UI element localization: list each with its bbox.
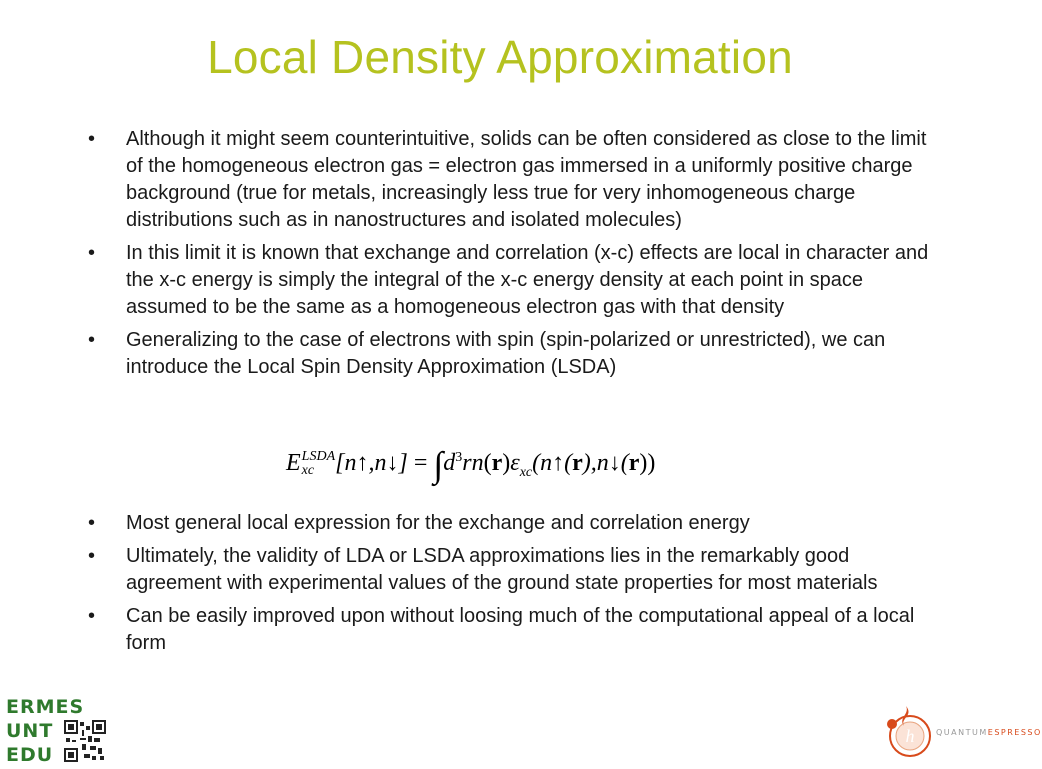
bullet-item	[88, 510, 948, 537]
qe-text-accent: ESPRESSO	[987, 728, 1042, 737]
bullet-text: Most general local expression for the exchange and correlation energy	[126, 512, 750, 534]
bullet-list-top	[88, 126, 948, 387]
bullet-dot: •	[88, 605, 96, 627]
bullet-dot: •	[88, 329, 96, 351]
formula-rhs-close: ))	[639, 450, 656, 476]
formula-r: r	[572, 450, 583, 476]
bullet-text: Ultimately, the validity of LDA or LSDA approximations lies in the remarkably good agreement with experimental values of the ground state properties for most materials	[126, 545, 878, 594]
bullet-dot: •	[88, 512, 96, 534]
bullet-text: In this limit it is known that exchange and correlation (x-c) effects are local in character and the x-c energy is simply the integral of the x-c energy density at each point in space assumed to be the same as a homogeneous electron gas with that density	[126, 242, 929, 318]
bullet-text: Generalizing to the case of electrons with spin (spin-polarized or unrestricted), we can introduce the Local Spin Density Approximation (LSDA)	[126, 329, 886, 378]
formula-equals: =	[413, 450, 428, 476]
formula-cube: 3	[455, 450, 463, 465]
formula-rn: rn	[462, 450, 484, 476]
formula-r: r	[628, 450, 640, 476]
slide-title: Local Density Approximation	[207, 31, 793, 83]
bullet-item	[88, 126, 948, 234]
bullet-text: Although it might seem counterintuitive, solids can be often considered as close to the limit of the homogeneous electron gas = electron gas immersed in a uniformly positive charge background (true for metals, increasingly less true for very inhomogeneous charge distributions such as in nanostructures and isolated molecules)	[126, 128, 927, 231]
quantum-espresso-wordmark	[936, 728, 1042, 737]
formula-d: d	[443, 450, 456, 476]
ermes-logo	[4, 696, 108, 766]
qr-code-icon	[64, 720, 106, 762]
formula-rhs-open: (n↑(	[532, 450, 573, 476]
quantum-espresso-emblem-icon	[880, 700, 940, 764]
bullet-item	[88, 603, 948, 657]
bullet-dot: •	[88, 242, 96, 264]
formula-eps-sub: xc	[519, 464, 533, 480]
svg-text:h: h	[905, 726, 915, 746]
bullet-text: Can be easily improved upon without loosing much of the computational appeal of a local form	[126, 605, 915, 654]
formula-E: E	[286, 450, 301, 476]
formula-sup-lsda: LSDA	[301, 449, 336, 465]
bullet-item	[88, 327, 948, 381]
formula-sub-xc: xc	[301, 463, 315, 479]
bullet-dot: •	[88, 128, 96, 150]
bullet-item	[88, 543, 948, 597]
formula-rhs-mid: ),n↓(	[582, 450, 629, 476]
ermes-logo-line: UNT	[6, 720, 54, 742]
bullet-item	[88, 240, 948, 321]
ermes-logo-line: ERMES	[6, 696, 85, 718]
formula-epsilon: ε	[510, 450, 520, 476]
quantum-espresso-logo	[880, 700, 1042, 764]
qe-text-plain: QUANTUM	[936, 728, 988, 737]
formula-integral: ∫	[433, 444, 444, 485]
bullet-list-bottom	[88, 510, 948, 663]
formula-lhs-args: [n↑,n↓]	[335, 450, 408, 476]
bullet-dot: •	[88, 545, 96, 567]
formula-E-indices	[302, 450, 335, 478]
formula-r: r	[491, 450, 503, 476]
lsda-formula: ELSDA xc [n↑,n↓] = $\int d^3rn(r)\varepsilon_{xc}(n↑(r),n↓(r))$	[286, 444, 656, 485]
ermes-logo-line: EDU	[6, 744, 54, 766]
